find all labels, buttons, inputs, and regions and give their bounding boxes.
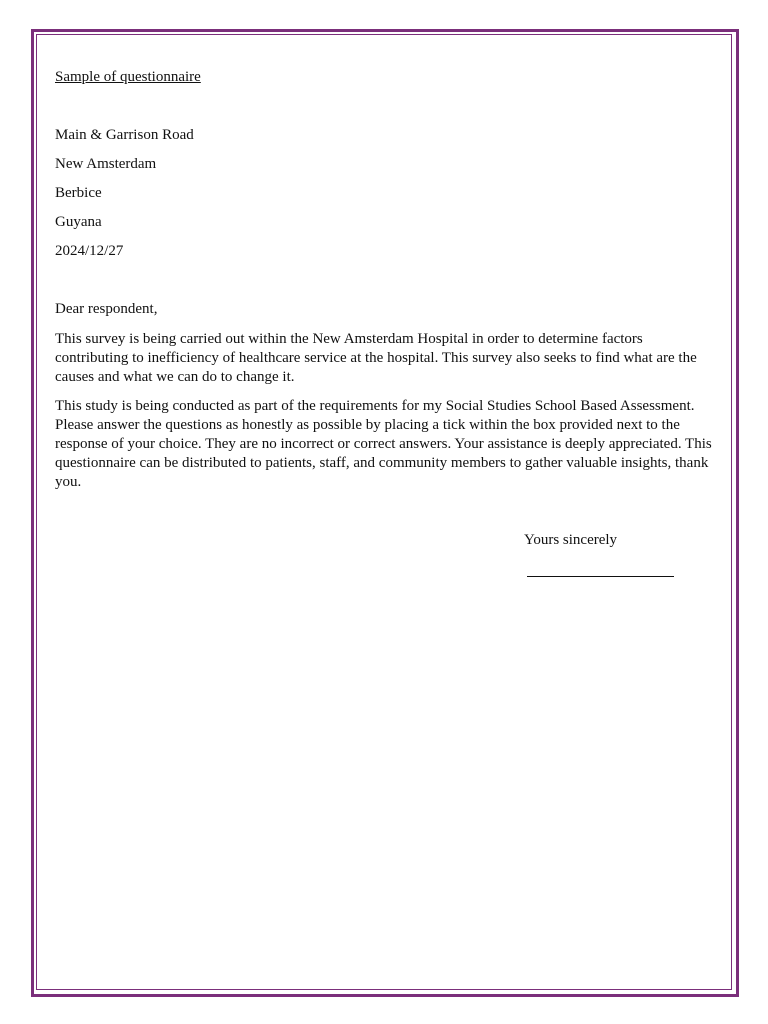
address-street: Main & Garrison Road	[55, 127, 194, 143]
document-heading: Sample of questionnaire	[55, 69, 201, 85]
page-border-inner	[36, 34, 732, 990]
letter-date: 2024/12/27	[55, 243, 124, 259]
address-town: New Amsterdam	[55, 156, 157, 172]
address-country: Guyana	[55, 214, 102, 230]
address-region: Berbice	[55, 185, 102, 201]
closing: Yours sincerely	[524, 532, 618, 548]
intro-paragraph: This survey is being carried out within the New Amsterdam Hospital in order to determine factors contributing to inefficiency of healthcare service at the hospital. This survey also seeks to find what are the causes and what we can do to change it.	[55, 331, 697, 385]
salutation: Dear respondent,	[55, 301, 158, 317]
signature-line	[527, 576, 674, 577]
instructions-paragraph: This study is being conducted as part of the requirements for my Social Studies School Based Assessment. Please answer the questions as honestly as possible by placing a tick within the box provided next to the response of your choice. They are no incorrect or correct answers. Your assistance is deeply appreciated. This questionnaire can be distributed to patients, staff, and community members to gather valuable insights, thank you.	[55, 398, 712, 490]
